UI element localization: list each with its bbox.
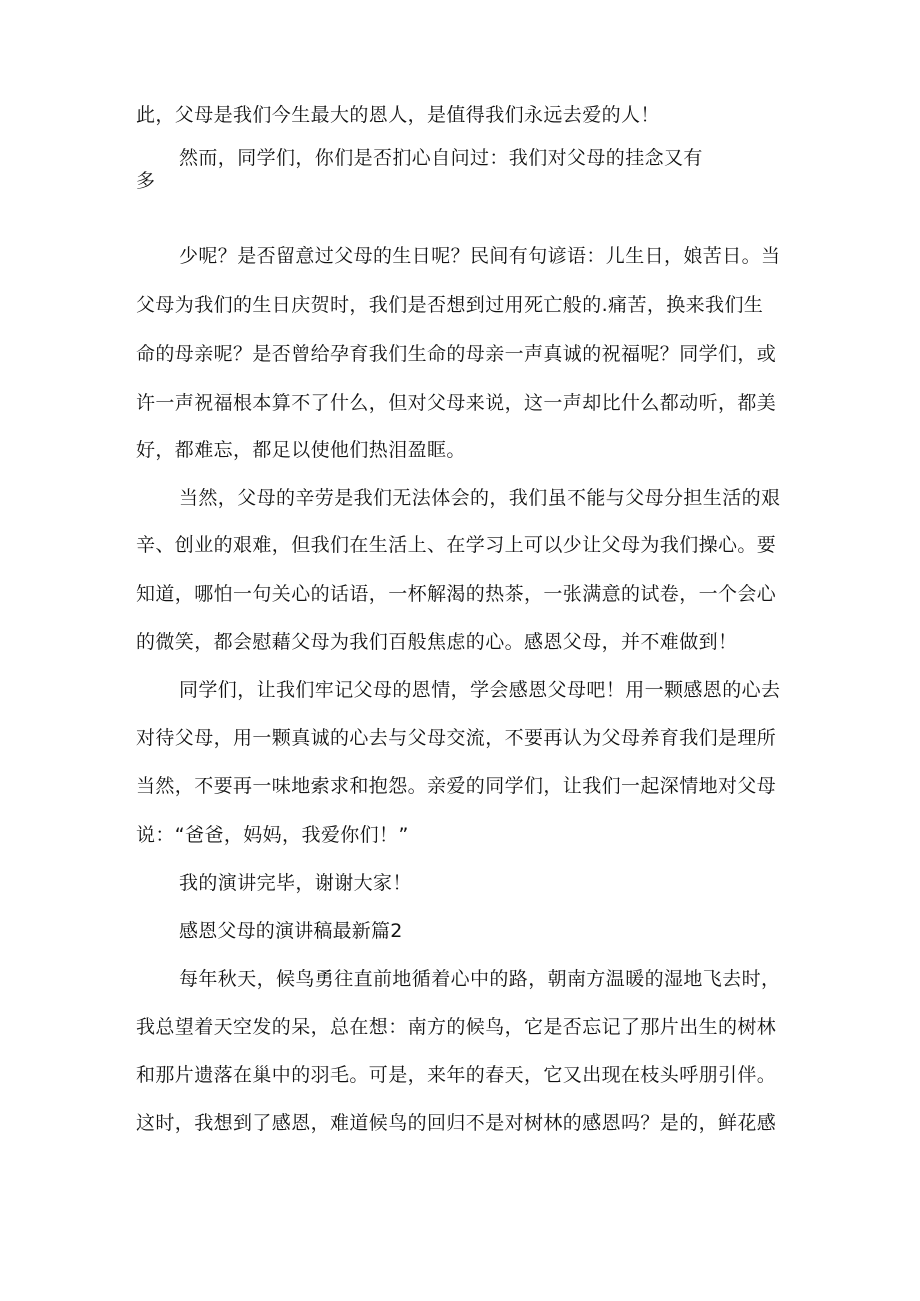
text-line: 的微笑，都会慰藉父母为我们百般焦虑的心。感恩父母，并不难做到！ — [136, 631, 738, 653]
text-line: 此，父母是我们今生最大的恩人，是值得我们永远去爱的人！ — [136, 104, 660, 126]
text-line: 对待父母，用一颗真诚的心去与父母交流，不要再认为父母养育我们是理所 — [136, 727, 777, 749]
section-heading: 感恩父母的演讲稿最新篇2 — [179, 920, 403, 942]
text-line: 许一声祝福根本算不了什么，但对父母来说，这一声却比什么都动听，都美 — [136, 392, 777, 414]
text-line: 当然，父母的辛劳是我们无法体会的，我们虽不能与父母分担生活的艰 — [179, 487, 781, 509]
text-line: 每年秋天，候鸟勇往直前地循着心中的路，朝南方温暖的湿地飞去时， — [179, 968, 781, 990]
text-line: 同学们，让我们牢记父母的恩情，学会感恩父母吧！用一颗感恩的心去 — [179, 679, 781, 701]
text-line: 好，都难忘，都足以使他们热泪盈眶。 — [136, 439, 466, 461]
text-line: 然而，同学们，你们是否扪心自问过：我们对父母的挂念又有 — [179, 147, 703, 169]
text-line: 说：“爸爸，妈妈，我爱你们！” — [136, 824, 409, 846]
text-line: 当然，不要再一味地索求和抱怨。亲爱的同学们，让我们一起深情地对父母 — [136, 775, 777, 797]
text-line: 少呢？是否留意过父母的生日呢？民间有句谚语：儿生日，娘苦日。当 — [179, 245, 781, 267]
text-line: 多 — [136, 170, 156, 192]
text-line: 这时，我想到了感恩，难道候鸟的回归不是对树林的感恩吗？是的，鲜花感 — [136, 1112, 777, 1134]
text-line: 辛、创业的艰难，但我们在生活上、在学习上可以少让父母为我们操心。要 — [136, 534, 777, 556]
text-line: 我总望着天空发的呆，总在想：南方的候鸟，它是否忘记了那片出生的树林 — [136, 1016, 777, 1038]
text-line: 命的母亲呢？是否曾给孕育我们生命的母亲一声真诚的祝福呢？同学们，或 — [136, 343, 777, 365]
text-line: 我的演讲完毕，谢谢大家！ — [179, 872, 412, 894]
text-line: 和那片遗落在巢中的羽毛。可是，来年的春天，它又出现在枝头呼朋引伴。 — [136, 1064, 777, 1086]
text-line: 知道，哪怕一句关心的话语，一杯解渴的热茶，一张满意的试卷，一个会心 — [136, 583, 777, 605]
text-line: 父母为我们的生日庆贺时，我们是否想到过用死亡般的.痛苦，换来我们生 — [136, 294, 764, 316]
